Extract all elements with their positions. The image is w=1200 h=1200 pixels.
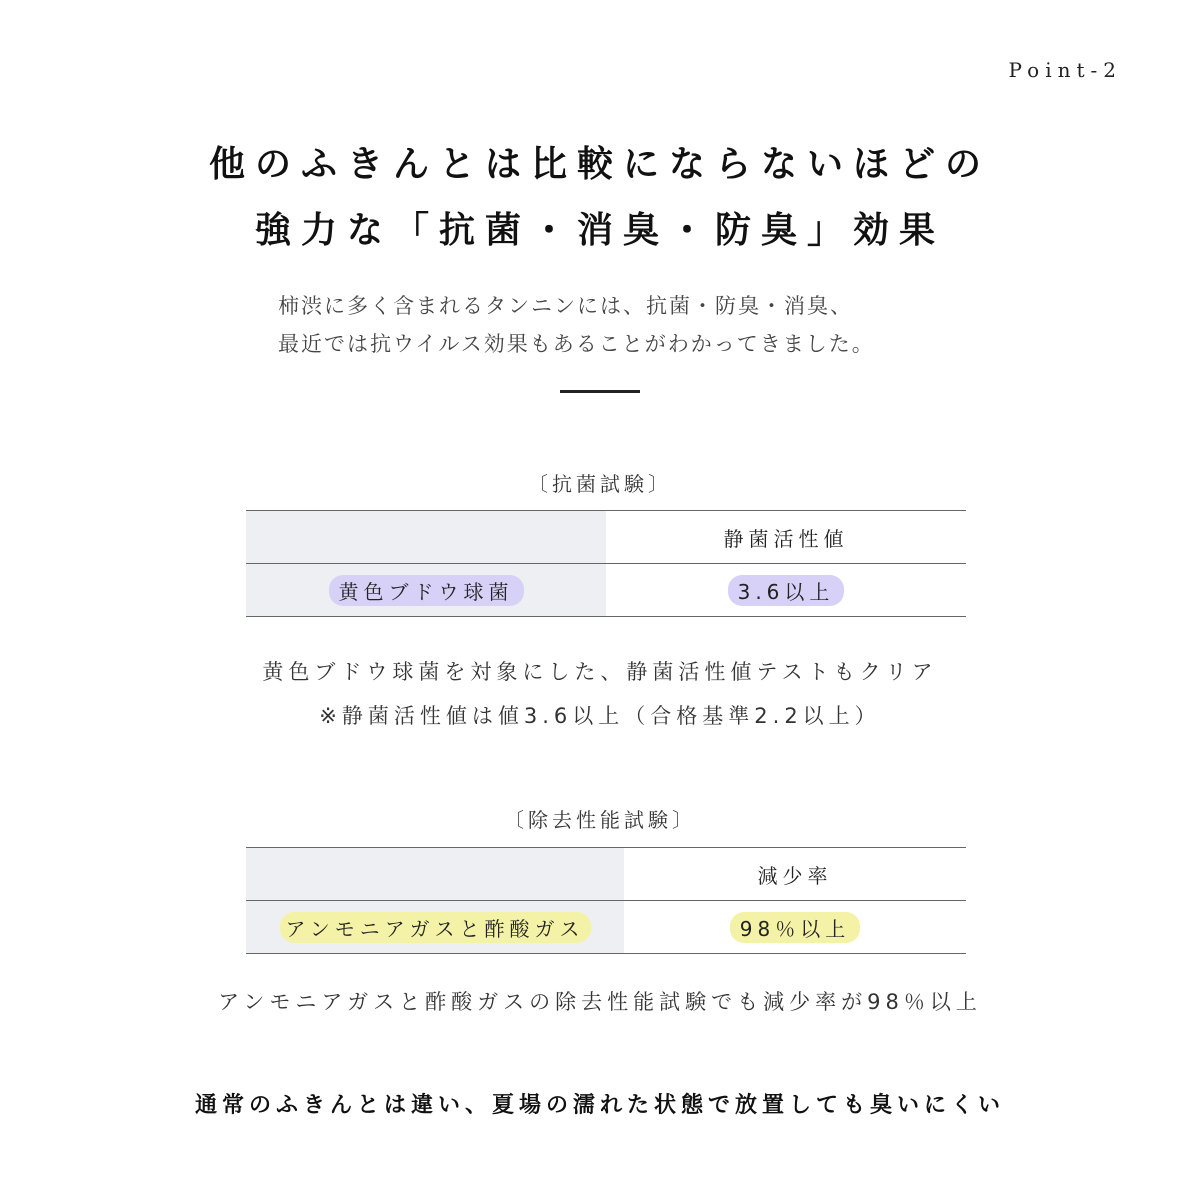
table-header-cell: 減少率 [757, 863, 833, 888]
table-header-blank [246, 511, 606, 563]
intro-line-2: 最近では抗ウイルス効果もあることがわかってきました。 [278, 332, 875, 356]
antibacterial-desc-line-2: ※静菌活性値は値3.6以上（合格基準2.2以上） [319, 704, 881, 728]
table-row-value [606, 564, 966, 616]
highlighted-value: 98％以上 [730, 912, 860, 943]
table-header-cell: 静菌活性値 [723, 526, 849, 551]
antibacterial-test-table [246, 510, 966, 617]
closing-statement: 通常のふきんとは違い、夏場の濡れた状態で放置しても臭いにくい [194, 1093, 1005, 1118]
headline-line-2: 強力な「抗菌・消臭・防臭」効果 [254, 210, 945, 251]
section-divider [560, 390, 640, 393]
table-row-value [624, 901, 966, 953]
antibacterial-desc-line-1: 黄色ブドウ球菌を対象にした、静菌活性値テストもクリア [262, 660, 938, 684]
removal-desc-line-1: アンモニアガスと酢酸ガスの除去性能試験でも減少率が98％以上 [218, 990, 982, 1014]
table-row-label [246, 901, 624, 953]
intro-line-1: 柿渋に多く含まれるタンニンには、抗菌・防臭・消臭、 [278, 294, 853, 318]
table-header-row [246, 511, 966, 564]
highlighted-label: 黄色ブドウ球菌 [329, 575, 524, 606]
table-row [246, 901, 966, 954]
removal-test-table [246, 847, 966, 954]
table-row-label [246, 564, 606, 616]
table-row [246, 564, 966, 617]
table-header-blank [246, 848, 624, 900]
removal-test-title: 〔除去性能試験〕 [504, 808, 696, 832]
highlighted-label: アンモニアガスと酢酸ガス [280, 912, 591, 943]
point-label: Point-2 [1008, 58, 1122, 82]
table-header-row [246, 848, 966, 901]
antibacterial-test-title: 〔抗菌試験〕 [528, 472, 672, 496]
highlighted-value: 3.6以上 [728, 575, 845, 606]
headline-line-1: 他のふきんとは比較にならないほどの [208, 144, 991, 185]
